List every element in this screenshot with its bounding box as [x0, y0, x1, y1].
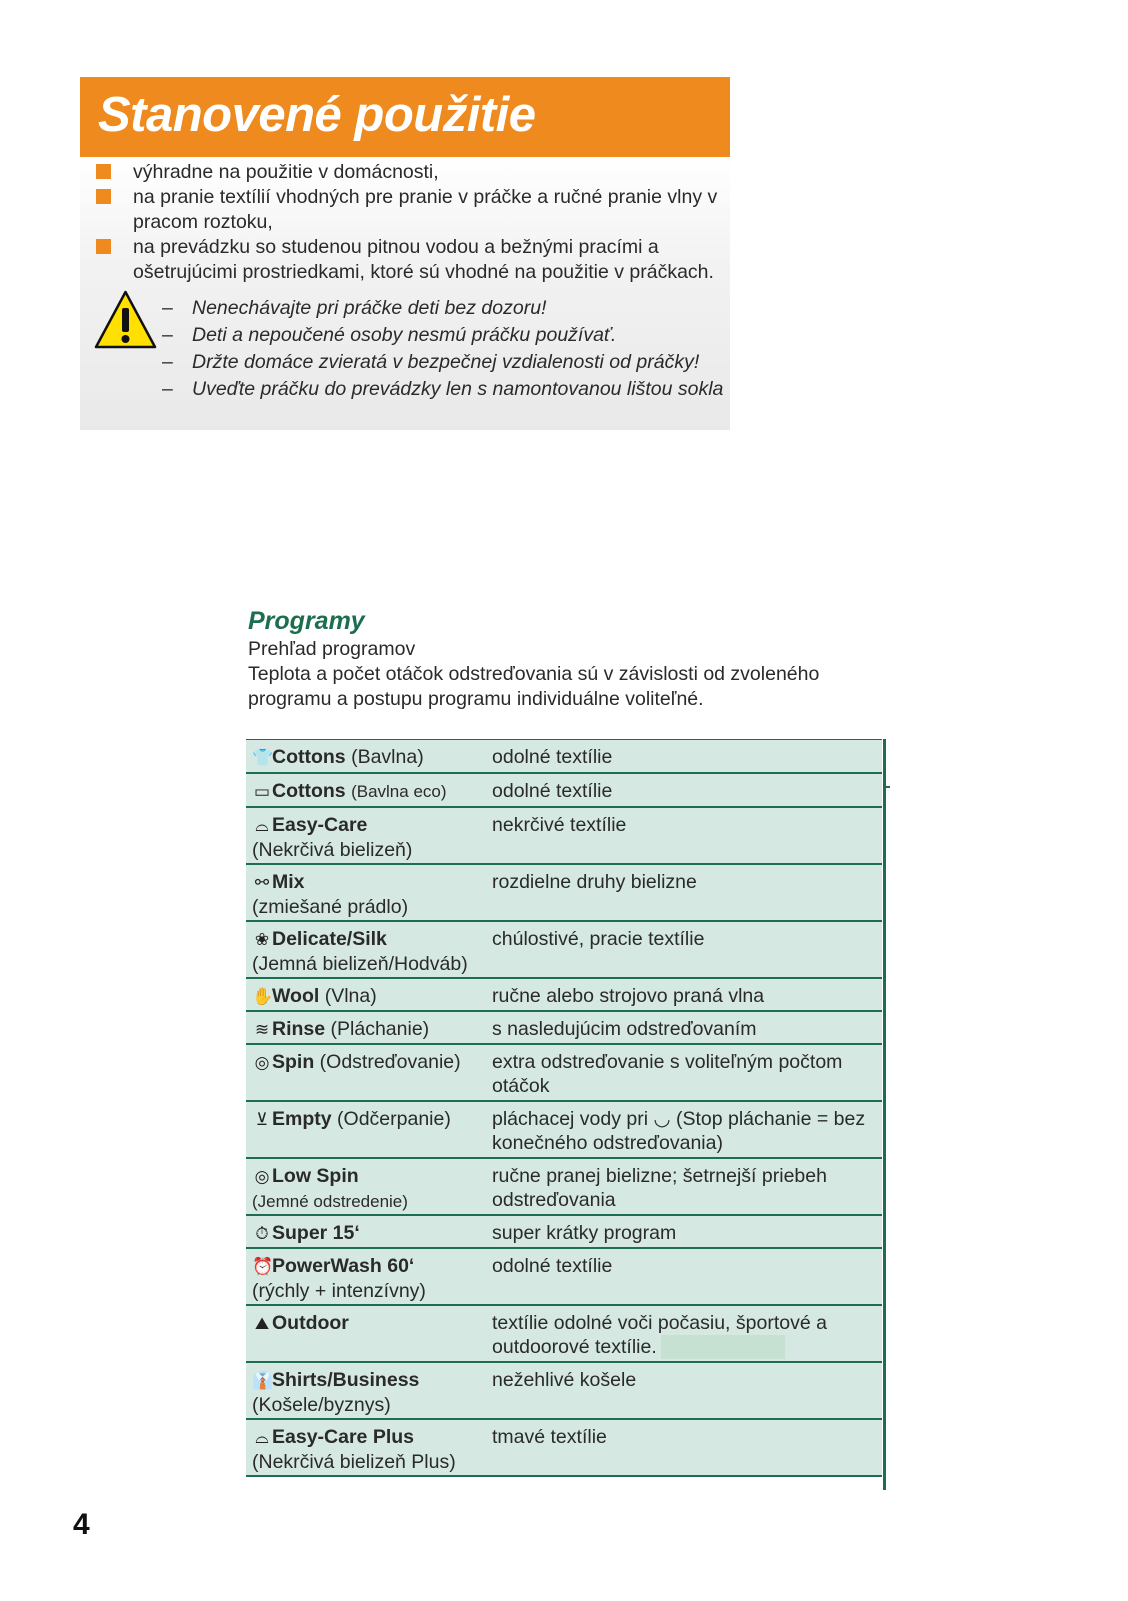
page-number: 4 [73, 1508, 90, 1541]
table-row: ⊻ Empty (Odčerpanie) pláchacej vody pri ◡ (Stop pláchanie = bez konečného odstreďovania) [246, 1102, 882, 1159]
rinse-icon: ≋ [254, 1020, 270, 1039]
spin-icon: ◎ [254, 1053, 270, 1072]
table-row: ⌓ Easy-Care (Nekrčivá bielizeň) nekrčivé textílie [246, 808, 882, 865]
list-item: výhradne na použitie v domácnosti, [96, 160, 736, 185]
table-row: ⚯ Mix (zmiešané prádlo) rozdielne druhy bielizne [246, 865, 882, 922]
warning-list [162, 295, 723, 403]
table-row: 👔Shirts/Business (Košele/byznys) nežehlivé košele [246, 1363, 882, 1420]
square-bullet-icon [96, 189, 111, 204]
easy-care-icon: ⌓ [255, 816, 269, 835]
warning-icon [94, 290, 157, 350]
easy-care-plus-icon: ⌓ [255, 1428, 269, 1447]
warning-item: – Nenechávajte pri práčke deti bez dozoru! [162, 297, 547, 319]
programs-description: Teplota a počet otáčok odstreďovania sú v závislosti od zvoleného programu a postupu programu individuálne voliteľné. [248, 663, 820, 710]
page-title: Stanovené použitie [98, 88, 536, 142]
table-row: ⌓ Easy-Care Plus (Nekrčivá bielizeň Plus) tmavé textílie [246, 1420, 882, 1477]
table-row: ◎ Spin (Odstreďovanie) extra odstreďovanie s voliteľným počtom otáčok [246, 1045, 882, 1102]
table-row: 👕Cottons (Bavlna) odolné textílie [246, 740, 882, 774]
table-row: ⏰PowerWash 60‘ (rýchly + intenzívny) odolné textílie [246, 1249, 882, 1306]
warning-item: – Uveďte práčku do prevádzky len s namontovanou lištou sokla [162, 378, 724, 400]
wool-icon: ✋ [252, 987, 274, 1006]
square-bullet-icon [96, 164, 111, 179]
title-banner [80, 77, 730, 157]
usage-bullets [96, 160, 736, 285]
warning-item: – Deti a nepoučené osoby nesmú práčku používať. [162, 324, 617, 346]
cottons-eco-icon: ▭ [253, 782, 271, 801]
table-row: ⏱ Super 15‘ super krátky program [246, 1216, 882, 1249]
programs-table [246, 740, 882, 1477]
alarm-clock-icon: ⏰ [252, 1257, 274, 1276]
table-row: ✋Wool (Vlna) ručne alebo strojovo praná vlna [246, 979, 882, 1012]
list-item: na prevádzku so studenou pitnou vodou a bežnými pracími a ošetrujúcimi prostriedkami, ktoré sú vhodné na použitie v práčkach. [96, 235, 736, 285]
table-row: ◎ Low Spin (Jemné odstredenie) ručne pranej bielizne; šetrnejší priebeh odstreďovania [246, 1159, 882, 1216]
shirt-icon: 👔 [252, 1371, 274, 1390]
warning-item: – Držte domáce zvieratá v bezpečnej vzdialenosti od práčky! [162, 351, 700, 373]
programs-heading: Programy [248, 607, 365, 635]
table-row: ▭ Cottons (Bavlna eco) odolné textílie [246, 774, 882, 808]
highlight-mark [661, 1335, 785, 1359]
delicate-silk-icon: ❀ [254, 930, 270, 949]
cottons-icon: 👕 [252, 748, 274, 767]
list-item: na pranie textílií vhodných pre pranie v práčke a ručné pranie vlny v pracom roztoku, [96, 185, 736, 235]
programs-subheading: Prehľad programov [248, 638, 416, 660]
table-row: ≋ Rinse (Pláchanie) s nasledujúcim odstreďovaním [246, 1012, 882, 1045]
programs-intro [248, 637, 868, 712]
empty-icon: ⊻ [255, 1110, 269, 1129]
table-row: ⛰ Outdoor textílie odolné voči počasiu, športové a outdoorové textílie. [246, 1306, 882, 1363]
square-bullet-icon [96, 239, 111, 254]
table-row: ❀ Delicate/Silk (Jemná bielizeň/Hodváb) chúlostivé, pracie textílie [246, 922, 882, 979]
stopwatch-icon: ⏱ [255, 1224, 269, 1243]
rinse-stop-icon: ◡ [653, 1108, 671, 1130]
low-spin-icon: ◎ [254, 1167, 270, 1186]
mix-icon: ⚯ [254, 873, 270, 892]
mountain-icon: ⛰ [254, 1314, 270, 1333]
